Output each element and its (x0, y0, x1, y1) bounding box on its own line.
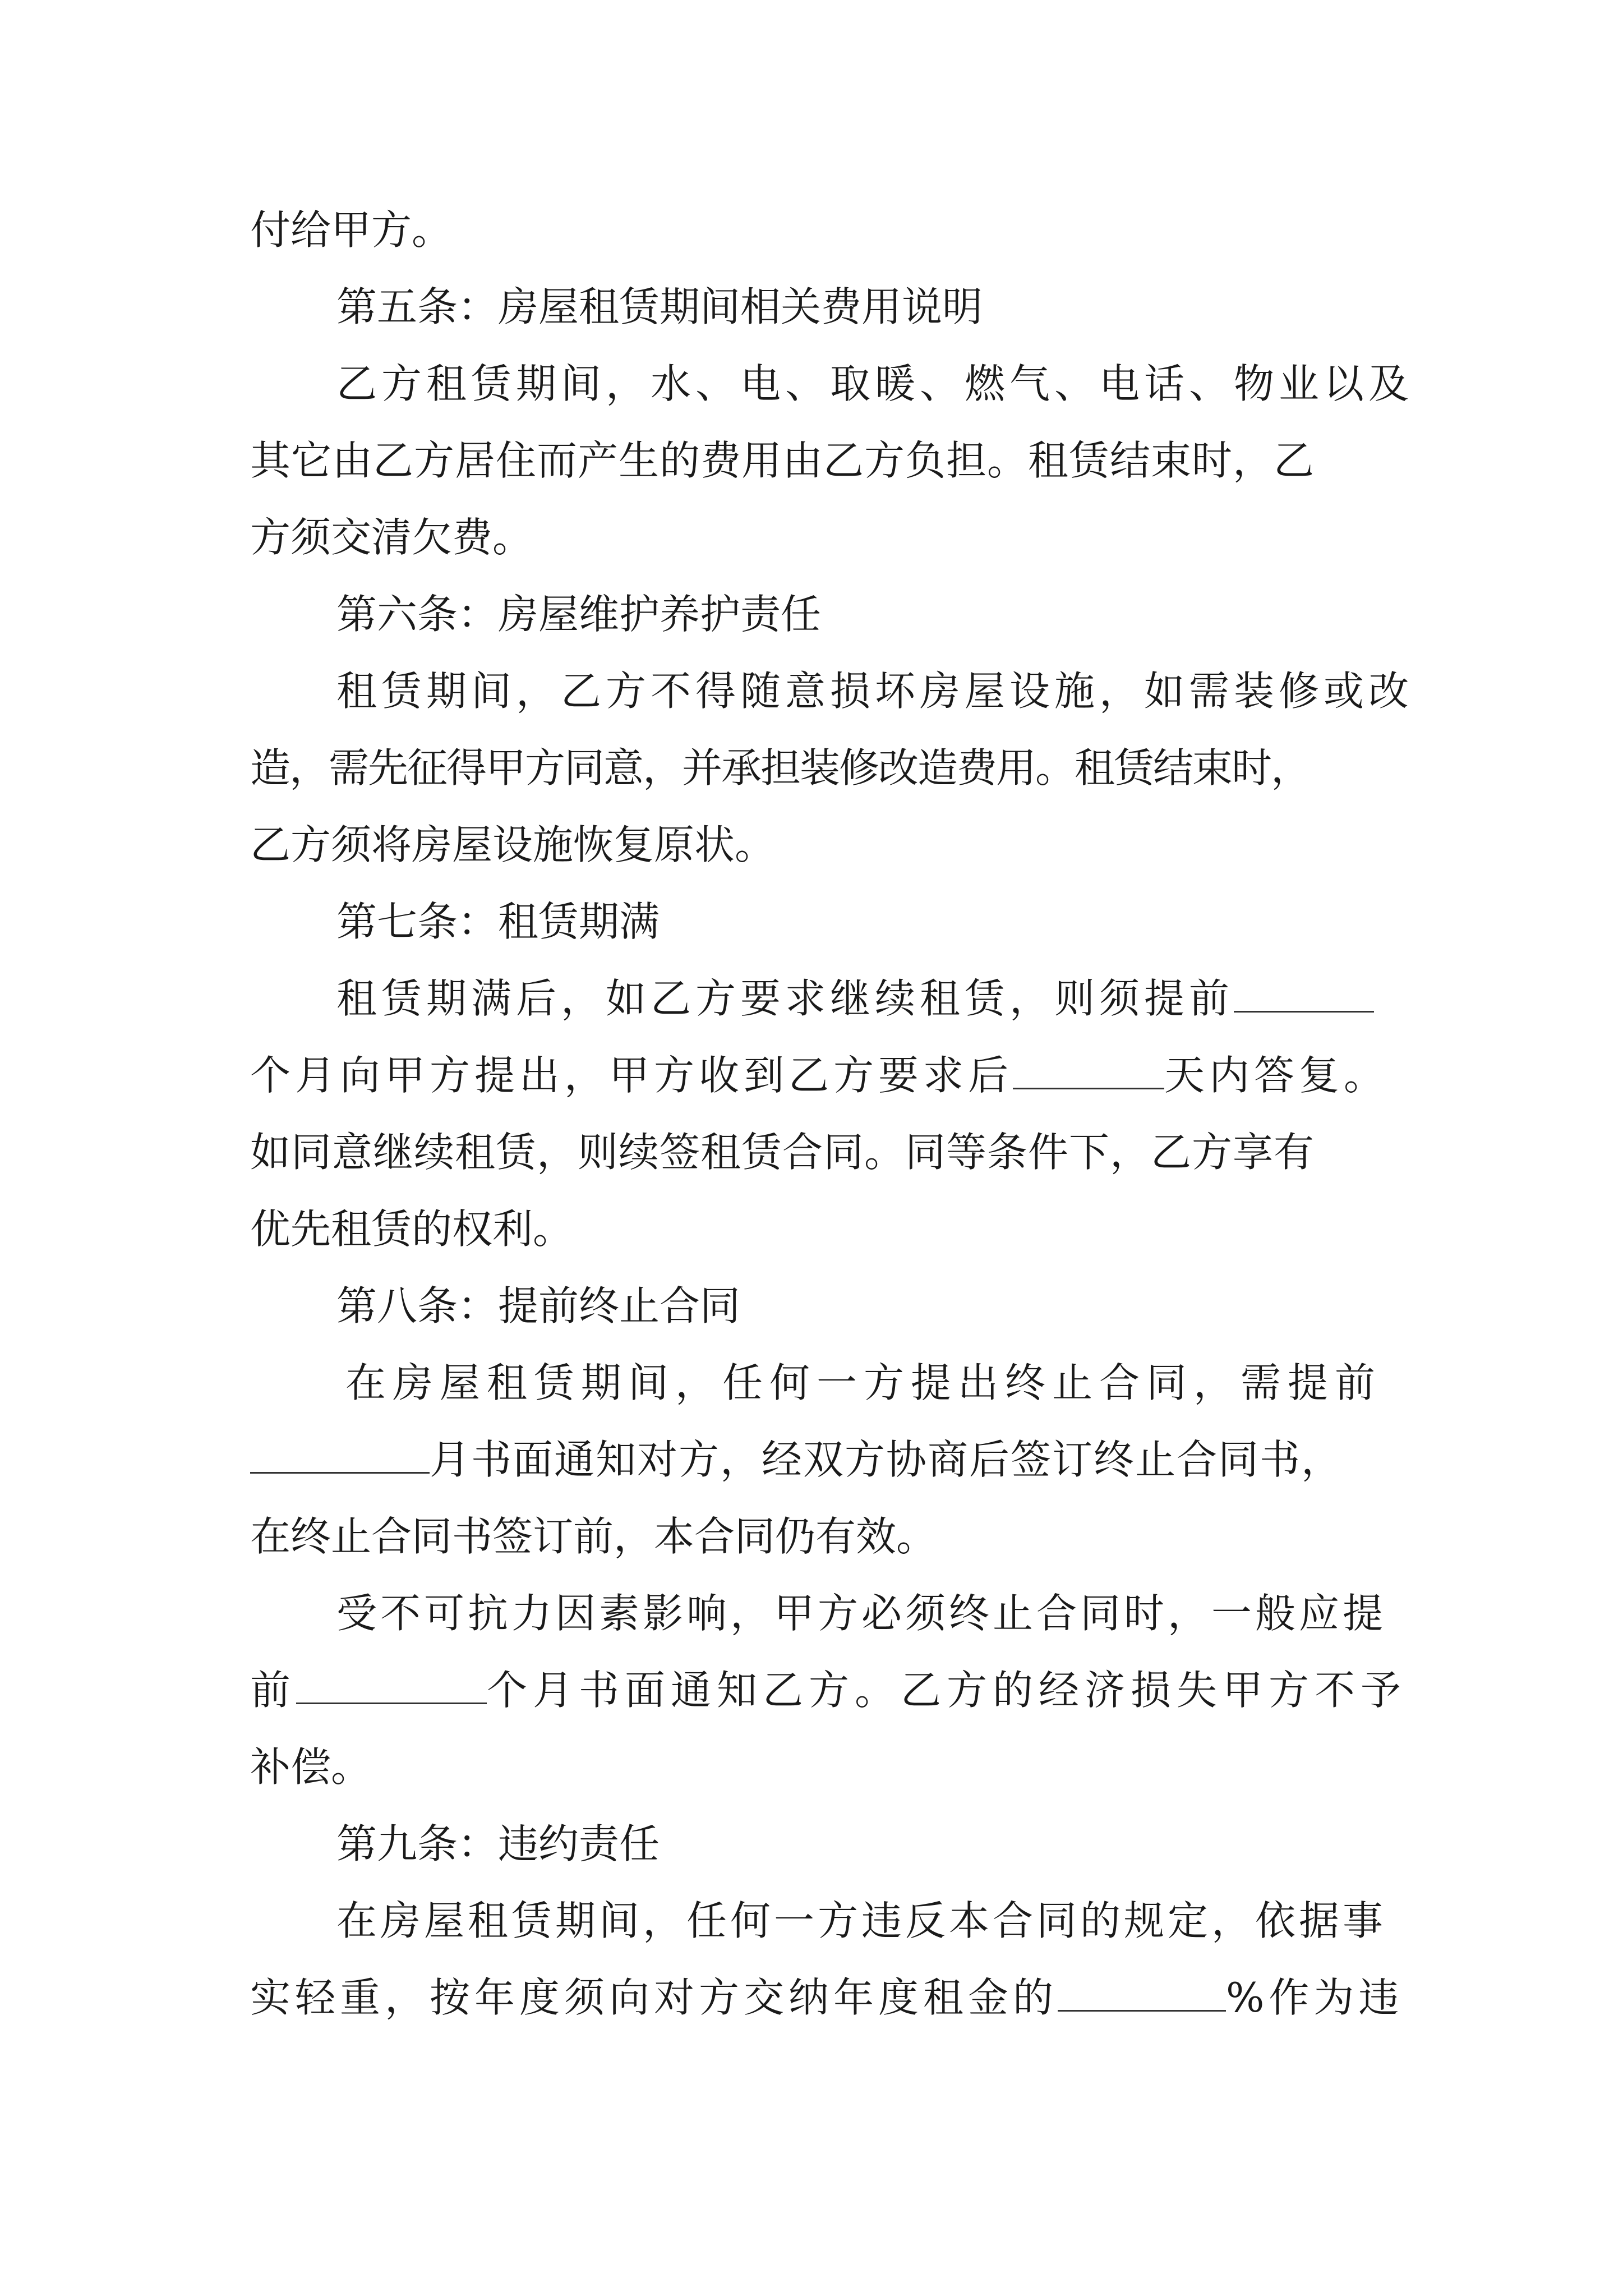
paragraph-text: 前 (250, 1667, 297, 1714)
fill-blank[interactable] (296, 1668, 487, 1704)
paragraph-line: 付给甲方。 (250, 206, 453, 254)
paragraph-text: 个月书面通知乙方。乙方的经济损失甲方不予 (487, 1667, 1407, 1714)
paragraph-line: 如同意继续租赁，则续签租赁合同。同等条件下，乙方享有 (250, 1129, 1315, 1176)
paragraph-text: 租赁期满后，如乙方要求继续租赁，则须提前 (336, 975, 1234, 1022)
paragraph-line (250, 1432, 1343, 1488)
paragraph-text: 月书面通知对方，经双方协商后签订终止合同书， (430, 1436, 1343, 1483)
paragraph-text: 个月向甲方提出，甲方收到乙方要求后 (250, 1052, 1013, 1099)
paragraph-text: 实轻重，按年度须向对方交纳年度租金的 (250, 1974, 1058, 2021)
paragraph-line (250, 1662, 1407, 1718)
paragraph-line: 优先租赁的权利。 (250, 1205, 574, 1253)
article-8-heading: 第八条：提前终止合同 (336, 1282, 741, 1329)
article-5-heading: 第五条：房屋租赁期间相关费用说明 (336, 283, 983, 330)
article-9-heading: 第九条：违约责任 (336, 1820, 660, 1867)
paragraph-line: 造，需先征得甲方同意，并承担装修改造费用。租赁结束时， (250, 744, 1311, 792)
paragraph-line: 方须交清欠费。 (250, 514, 533, 561)
paragraph-line: 乙方租赁期间，水、电、取暖、燃气、电话、物业以及 (336, 360, 1414, 407)
paragraph-line: 受不可抗力因素影响，甲方必须终止合同时，一般应提 (336, 1590, 1387, 1637)
paragraph-line (250, 1047, 1389, 1103)
paragraph-line: 在房屋租赁期间，任何一方提出终止合同，需提前 (345, 1359, 1382, 1406)
paragraph-line (250, 1970, 1403, 2026)
article-7-heading: 第七条：租赁期满 (336, 898, 660, 945)
paragraph-line: 补偿。 (250, 1743, 372, 1791)
fill-blank[interactable] (250, 1437, 430, 1474)
paragraph-line: 在终止合同书签订前，本合同仍有效。 (250, 1513, 937, 1560)
paragraph-line: 在房屋租赁期间，任何一方违反本合同的规定，依据事 (336, 1897, 1387, 1944)
paragraph-line: 租赁期间，乙方不得随意损坏房屋设施，如需装修或改 (336, 668, 1414, 715)
article-6-heading: 第六条：房屋维护养护责任 (336, 591, 822, 638)
paragraph-text: 天内答复。 (1164, 1052, 1389, 1099)
fill-blank[interactable] (1234, 976, 1374, 1013)
paragraph-line: 其它由乙方居住而产生的费用由乙方负担。租赁结束时，乙 (250, 437, 1315, 484)
paragraph-text: %作为违 (1226, 1974, 1404, 2021)
paragraph-line (336, 970, 1374, 1027)
fill-blank[interactable] (1058, 1975, 1226, 2012)
paragraph-line: 乙方须将房屋设施恢复原状。 (250, 821, 776, 868)
fill-blank[interactable] (1013, 1053, 1164, 1089)
